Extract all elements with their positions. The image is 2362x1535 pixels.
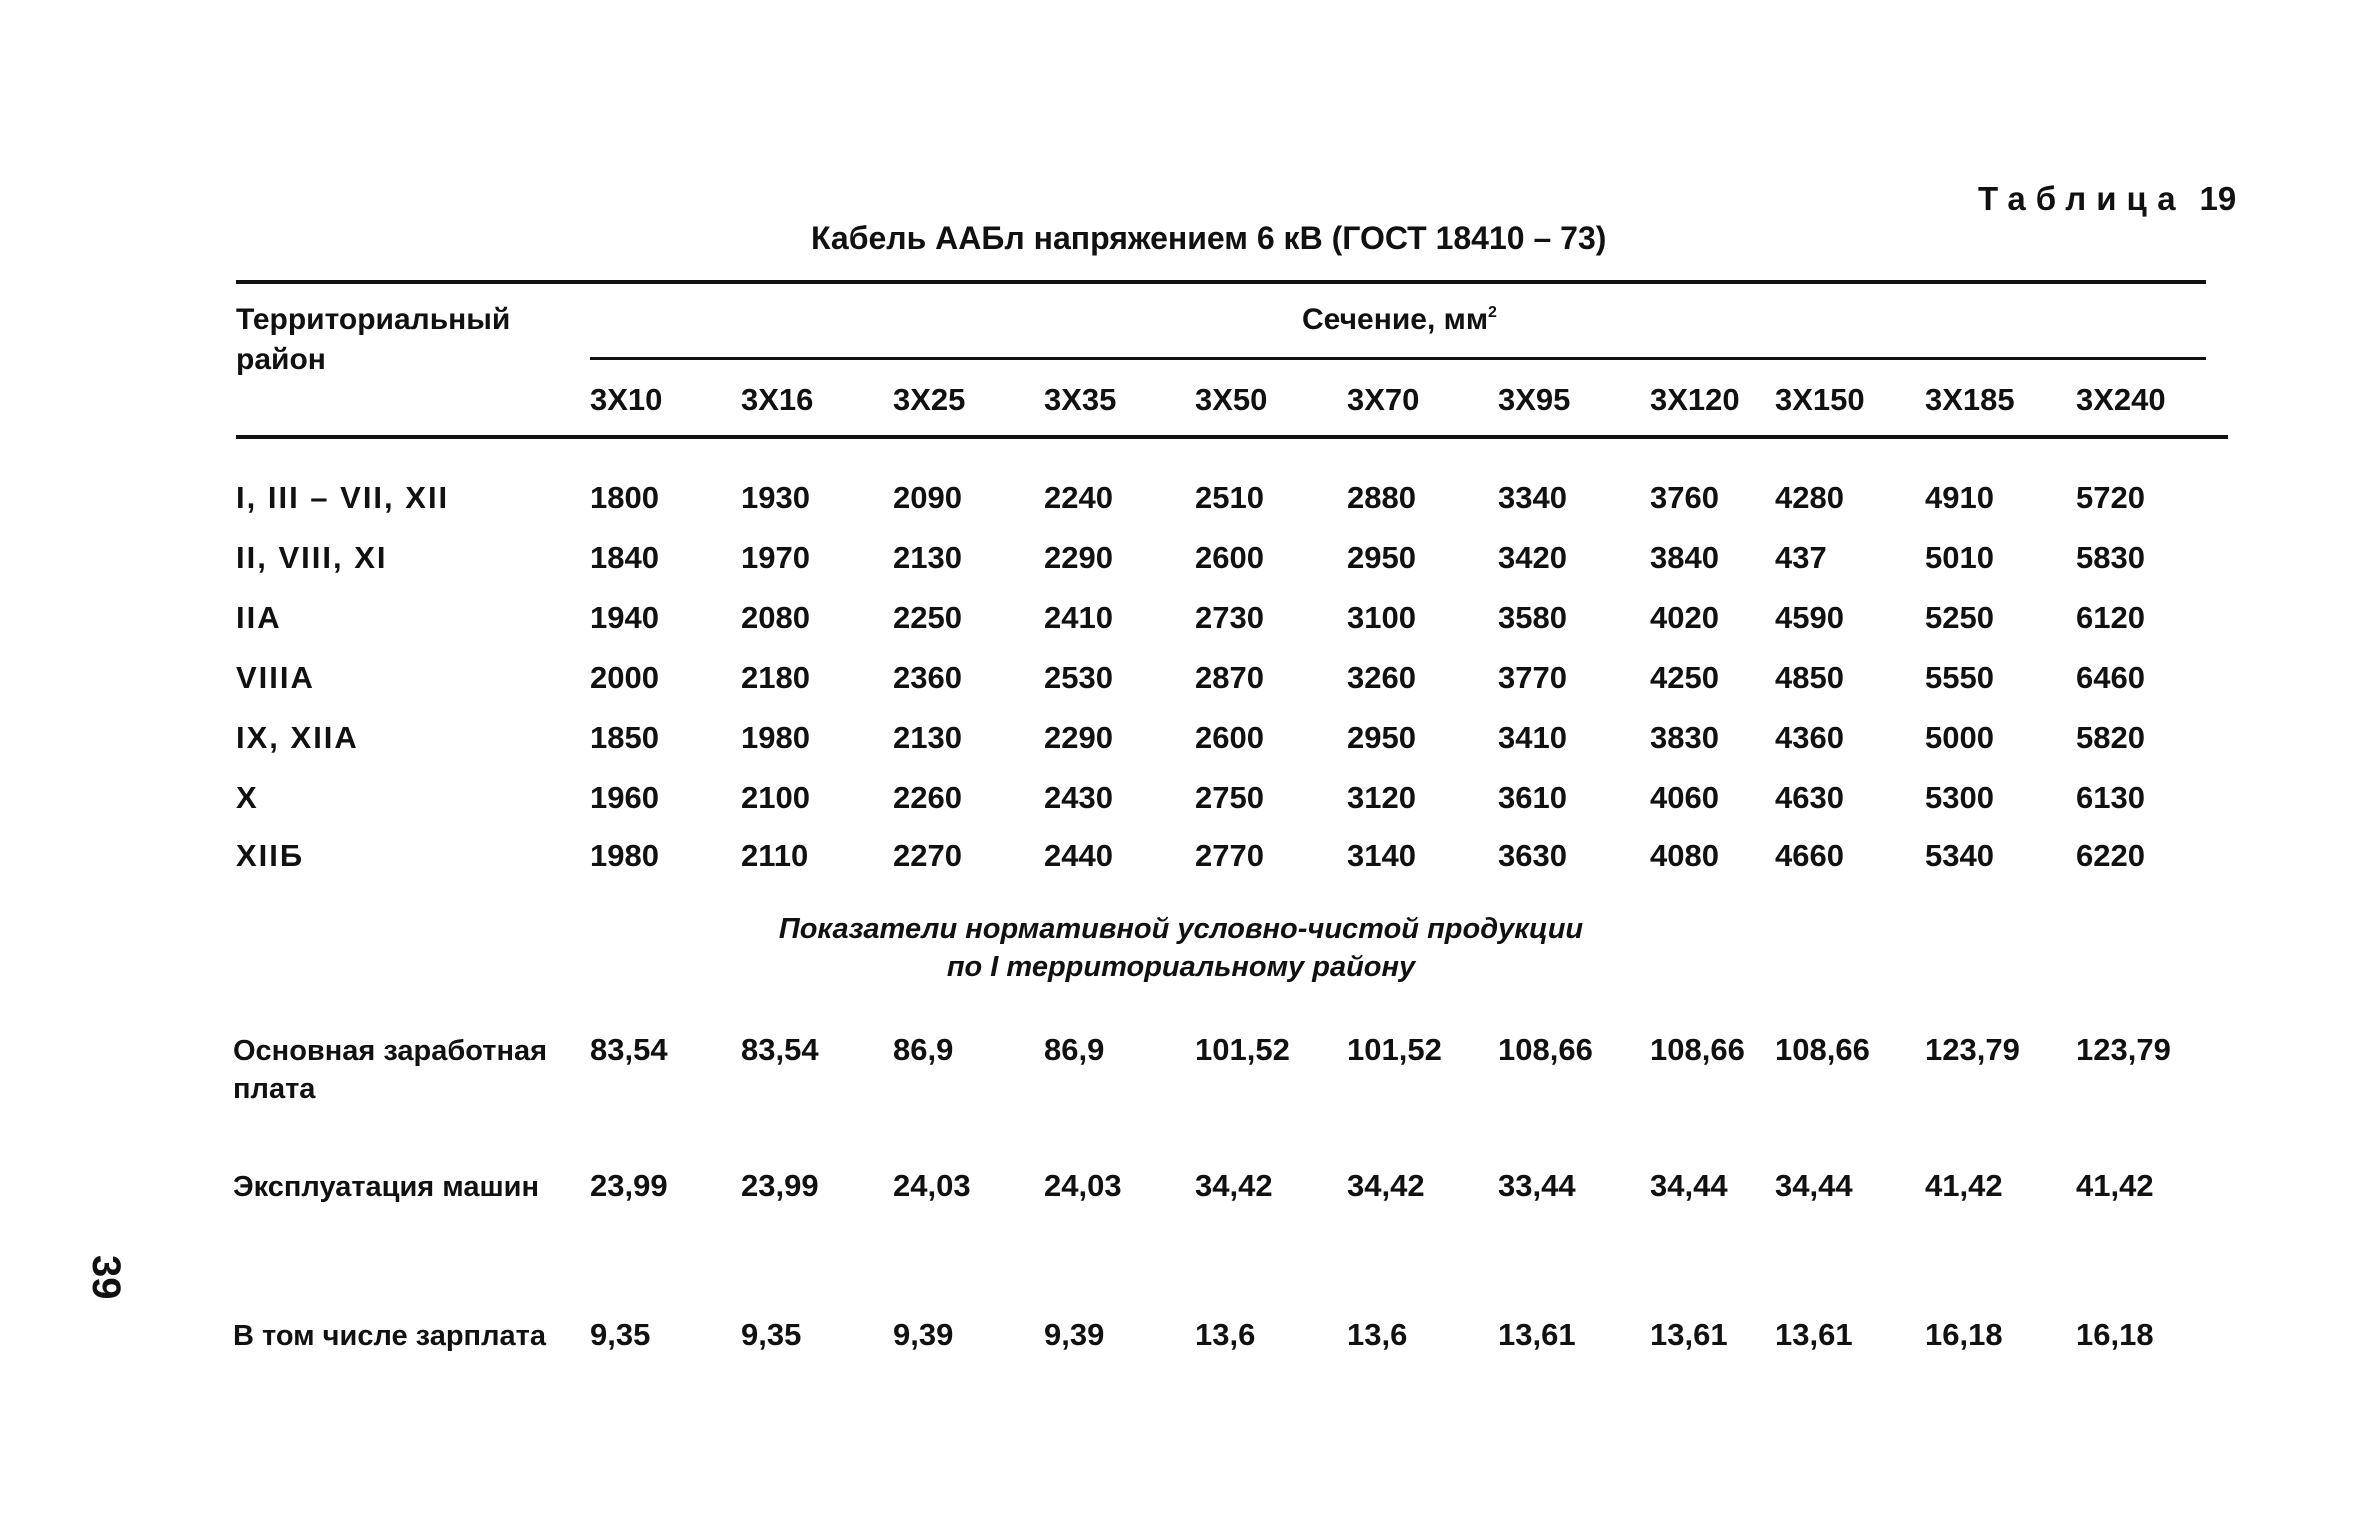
table-cell: 437: [1775, 540, 1827, 575]
table-cell: 2600: [1195, 720, 1264, 755]
indicator-cell: 83,54: [590, 1032, 668, 1067]
indicator-label: Эксплуатация машин: [233, 1171, 540, 1203]
table-cell: 3630: [1498, 838, 1567, 873]
table-cell: 3120: [1347, 780, 1416, 815]
table-cell: 2130: [893, 720, 962, 755]
table-cell: 2180: [741, 660, 810, 695]
table-label: [1978, 180, 2236, 218]
table-cell: 2750: [1195, 780, 1264, 815]
table-cell: 2430: [1044, 780, 1113, 815]
subtitle-line-2: по I территориальному району: [946, 951, 1416, 983]
table-cell: 6120: [2076, 600, 2145, 635]
table-cell: 5820: [2076, 720, 2145, 755]
region-column-header: [236, 300, 556, 380]
indicator-cell: 34,42: [1195, 1168, 1273, 1203]
table-cell: 5830: [2076, 540, 2145, 575]
indicator-cell: 33,44: [1498, 1168, 1576, 1203]
table-cell: 4360: [1775, 720, 1844, 755]
indicator-cell: 13,61: [1775, 1317, 1853, 1352]
table-cell: 2270: [893, 838, 962, 873]
indicator-cell: 34,44: [1650, 1168, 1728, 1203]
indicator-cell: 41,42: [2076, 1168, 2154, 1203]
table-cell: 4080: [1650, 838, 1719, 873]
indicator-cell: 16,18: [1925, 1317, 2003, 1352]
table-cell: 2360: [893, 660, 962, 695]
table-cell: 2100: [741, 780, 810, 815]
region-label: X: [236, 780, 259, 815]
table-cell: 1800: [590, 480, 659, 515]
indicator-label: В том числе зарплата: [233, 1320, 546, 1352]
table-cell: 4910: [1925, 480, 1994, 515]
table-cell: 2600: [1195, 540, 1264, 575]
size-col-header: 3Х16: [741, 382, 814, 417]
region-label: XIIБ: [236, 838, 305, 873]
size-col-header: 3Х150: [1775, 382, 1865, 417]
indicator-cell: 13,61: [1498, 1317, 1576, 1352]
table-label-word: Таблица: [1978, 180, 2186, 217]
table-cell: 2000: [590, 660, 659, 695]
size-col-header: 3Х10: [590, 382, 663, 417]
table-cell: 1980: [741, 720, 810, 755]
indicators-subtitle: [0, 910, 2362, 986]
indicator-cell: 108,66: [1775, 1032, 1870, 1067]
indicator-cell: 86,9: [893, 1032, 954, 1067]
section-unit-superscript: 2: [1488, 304, 1497, 321]
table-cell: 4060: [1650, 780, 1719, 815]
indicator-label: Основная заработная плата: [233, 1035, 548, 1105]
region-label: VIIIA: [236, 660, 315, 695]
size-col-header: 3Х35: [1044, 382, 1117, 417]
table-cell: 6460: [2076, 660, 2145, 695]
region-header-text: Территориальный район: [236, 303, 511, 376]
indicator-cell: 34,44: [1775, 1168, 1853, 1203]
table-cell: 4630: [1775, 780, 1844, 815]
table-title: Кабель ААБл напряжением 6 кВ (ГОСТ 18410 – 73): [811, 220, 1607, 256]
table-cell: 3340: [1498, 480, 1567, 515]
table-cell: 1970: [741, 540, 810, 575]
size-col-header: 3Х50: [1195, 382, 1268, 417]
table-cell: 4250: [1650, 660, 1719, 695]
table-cell: 3830: [1650, 720, 1719, 755]
region-label: IIA: [236, 600, 282, 635]
table-cell: 5250: [1925, 600, 1994, 635]
table-cell: 3580: [1498, 600, 1567, 635]
table-cell: 2250: [893, 600, 962, 635]
table-cell: 1960: [590, 780, 659, 815]
table-cell: 2260: [893, 780, 962, 815]
indicator-cell: 101,52: [1195, 1032, 1290, 1067]
table-cell: 2240: [1044, 480, 1113, 515]
size-col-header: 3Х95: [1498, 382, 1571, 417]
table-cell: 2090: [893, 480, 962, 515]
table-cell: 2410: [1044, 600, 1113, 635]
table-cell: 1850: [590, 720, 659, 755]
indicator-cell: 9,39: [1044, 1317, 1105, 1352]
table-cell: 6130: [2076, 780, 2145, 815]
table-cell: 5010: [1925, 540, 1994, 575]
top-rule: [236, 280, 2206, 284]
indicator-cell: 13,6: [1347, 1317, 1408, 1352]
size-col-header: 3Х120: [1650, 382, 1740, 417]
table-cell: 5000: [1925, 720, 1994, 755]
table-cell: 4850: [1775, 660, 1844, 695]
table-cell: 5720: [2076, 480, 2145, 515]
indicator-cell: 9,35: [590, 1317, 651, 1352]
region-label: II, VIII, XI: [236, 540, 388, 575]
table-cell: 2730: [1195, 600, 1264, 635]
table-cell: 5340: [1925, 838, 1994, 873]
table-cell: 3760: [1650, 480, 1719, 515]
section-rule: [590, 357, 2206, 360]
size-col-header: 3Х25: [893, 382, 966, 417]
indicator-cell: 23,99: [741, 1168, 819, 1203]
size-col-header: 3Х240: [2076, 382, 2166, 417]
table-cell: 1930: [741, 480, 810, 515]
table-cell: 1840: [590, 540, 659, 575]
table-cell: 4280: [1775, 480, 1844, 515]
size-col-header: 3Х185: [1925, 382, 2015, 417]
table-cell: 3410: [1498, 720, 1567, 755]
region-label: IX, XIIA: [236, 720, 359, 755]
table-cell: 6220: [2076, 838, 2145, 873]
indicator-cell: 16,18: [2076, 1317, 2154, 1352]
table-cell: 2290: [1044, 720, 1113, 755]
table-cell: 2290: [1044, 540, 1113, 575]
table-cell: 4660: [1775, 838, 1844, 873]
region-label: I, III – VII, XII: [236, 480, 450, 515]
table-cell: 2880: [1347, 480, 1416, 515]
table-cell: 2770: [1195, 838, 1264, 873]
indicator-cell: 86,9: [1044, 1032, 1105, 1067]
section-header: [1302, 303, 1497, 337]
page-number: 39: [84, 1255, 128, 1300]
table-cell: 3840: [1650, 540, 1719, 575]
indicator-cell: 13,61: [1650, 1317, 1728, 1352]
indicator-cell: 41,42: [1925, 1168, 2003, 1203]
indicator-cell: 24,03: [1044, 1168, 1122, 1203]
indicator-cell: 123,79: [2076, 1032, 2171, 1067]
subtitle-line-1: Показатели нормативной условно-чистой продукции: [778, 913, 1584, 945]
indicator-cell: 13,6: [1195, 1317, 1256, 1352]
indicator-cell: 34,42: [1347, 1168, 1425, 1203]
table-cell: 2510: [1195, 480, 1264, 515]
table-cell: 4020: [1650, 600, 1719, 635]
indicator-cell: 9,39: [893, 1317, 954, 1352]
table-cell: 5550: [1925, 660, 1994, 695]
table-number: 19: [2199, 180, 2237, 217]
indicator-cell: 108,66: [1498, 1032, 1593, 1067]
header-bottom-rule: [236, 435, 2228, 439]
table-cell: 2530: [1044, 660, 1113, 695]
table-cell: 2080: [741, 600, 810, 635]
table-cell: 3420: [1498, 540, 1567, 575]
indicator-cell: 123,79: [1925, 1032, 2020, 1067]
indicator-cell: 23,99: [590, 1168, 668, 1203]
table-cell: 2110: [741, 838, 809, 873]
table-cell: 2440: [1044, 838, 1113, 873]
table-cell: 3140: [1347, 838, 1416, 873]
table-cell: 3770: [1498, 660, 1567, 695]
indicator-cell: 24,03: [893, 1168, 971, 1203]
table-cell: 2870: [1195, 660, 1264, 695]
table-cell: 2130: [893, 540, 962, 575]
indicator-cell: 83,54: [741, 1032, 819, 1067]
indicator-cell: 101,52: [1347, 1032, 1442, 1067]
table-cell: 1980: [590, 838, 659, 873]
indicator-cell: 108,66: [1650, 1032, 1745, 1067]
table-cell: 2950: [1347, 540, 1416, 575]
table-cell: 1940: [590, 600, 659, 635]
table-cell: 4590: [1775, 600, 1844, 635]
indicator-cell: 9,35: [741, 1317, 802, 1352]
table-cell: 3610: [1498, 780, 1567, 815]
table-cell: 5300: [1925, 780, 1994, 815]
table-cell: 2950: [1347, 720, 1416, 755]
section-header-text: Сечение, мм: [1302, 303, 1489, 336]
size-col-header: 3Х70: [1347, 382, 1420, 417]
table-cell: 3260: [1347, 660, 1416, 695]
table-cell: 3100: [1347, 600, 1416, 635]
